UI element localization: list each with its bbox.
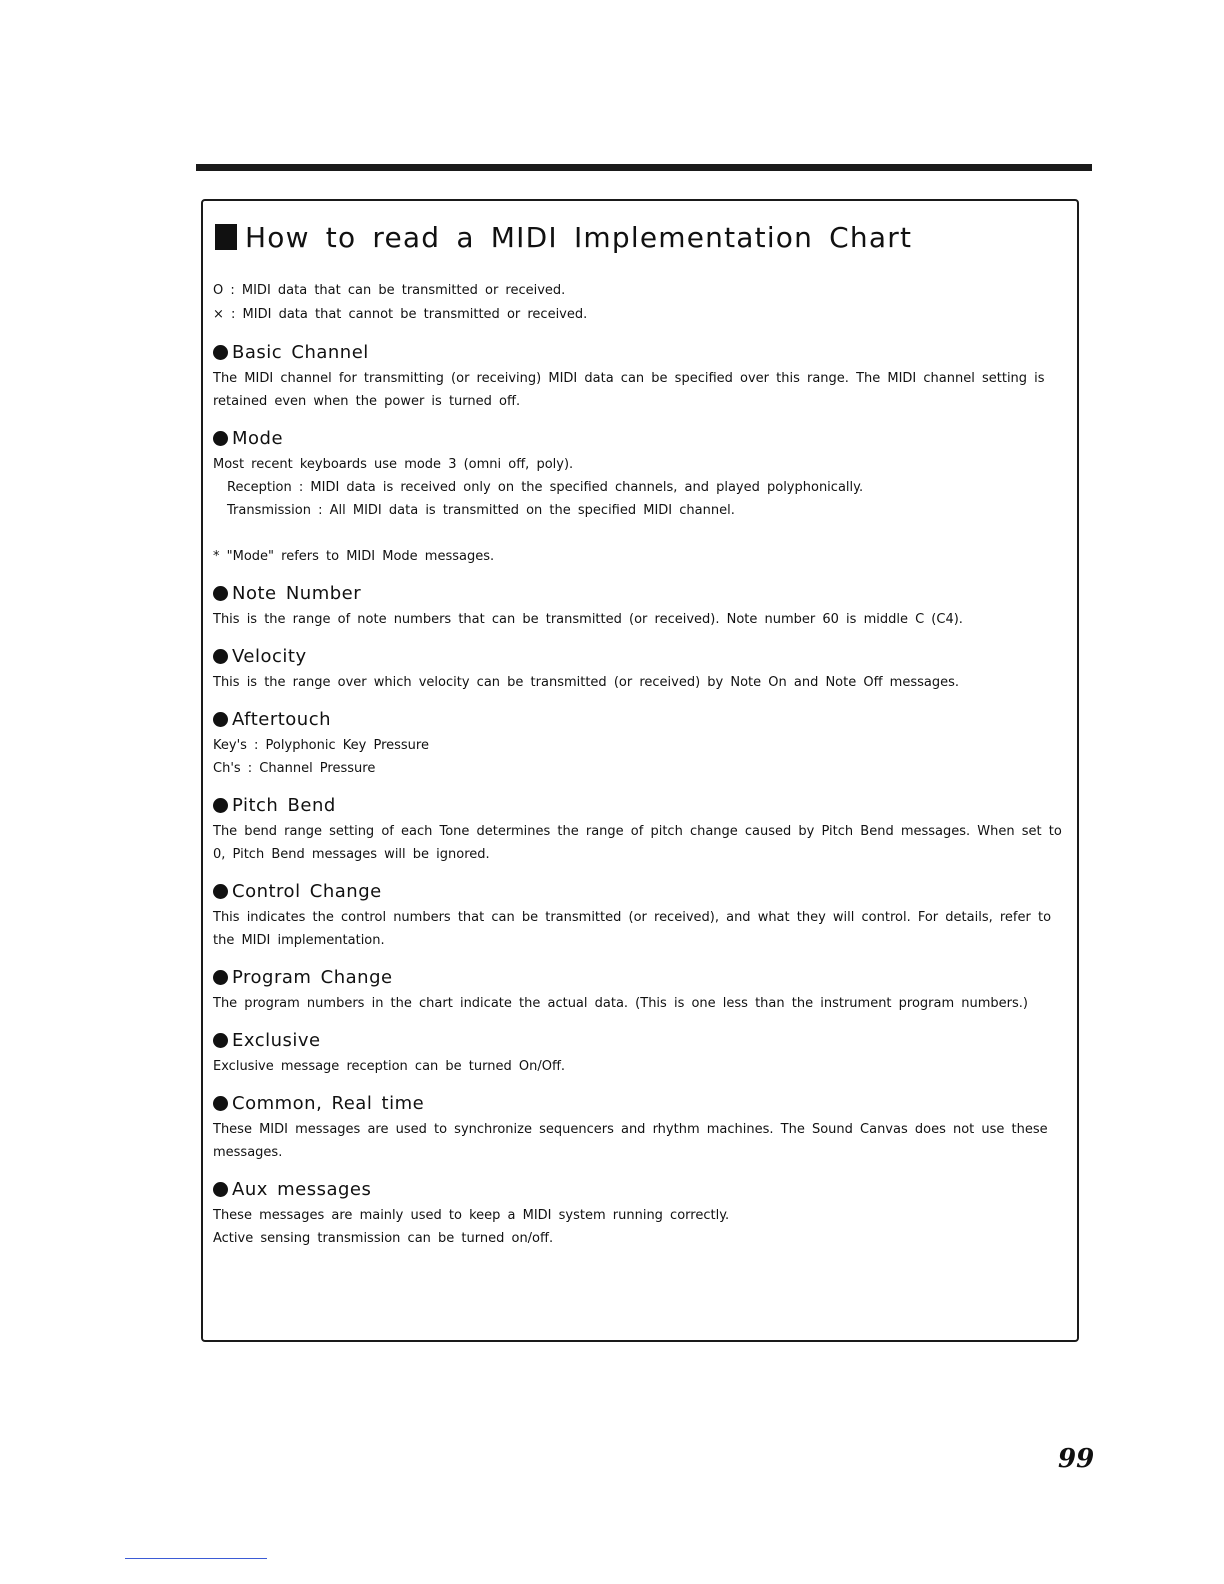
section-exclusive (213, 1025, 1063, 1078)
section-velocity (213, 641, 1063, 694)
mode-footnote: * "Mode" refers to MIDI Mode messages. (213, 549, 495, 564)
section-text: The bend range setting of each Tone determines the range of pitch change caused by Pitch Bend messages. When set to 0, Pitch Bend messages will be ignored. (213, 824, 1062, 862)
section-text: This indicates the control numbers that can be transmitted (or received), and what they will control. For details, refer to the MIDI implementation. (213, 910, 1052, 948)
page-title (215, 213, 1063, 261)
title-text: How to read a MIDI Implementation Chart (245, 220, 913, 254)
bullet-icon (213, 649, 228, 664)
aftertouch-channel-text: Ch's : Channel Pressure (213, 761, 376, 776)
section-heading: Program Change (232, 966, 393, 988)
square-bullet-icon (215, 224, 237, 250)
section-heading: Aux messages (232, 1178, 372, 1200)
section-note-number (213, 578, 1063, 631)
mode-reception-text: Reception : MIDI data is received only on the specified channels, and played polyphonically. (227, 480, 864, 495)
section-text: Exclusive message reception can be turned On/Off. (213, 1059, 566, 1074)
section-text: This is the range of note numbers that can be transmitted (or received). Note number 60 is middle C (C4). (213, 612, 963, 627)
bullet-icon (213, 712, 228, 727)
aftertouch-keys-text: Key's : Polyphonic Key Pressure (213, 738, 429, 753)
mode-transmission-text: Transmission : All MIDI data is transmitted on the specified MIDI channel. (227, 503, 735, 518)
section-common-real-time (213, 1088, 1063, 1164)
legend-item-not-transmittable: × : MIDI data that cannot be transmitted or received. (213, 307, 588, 322)
bullet-icon (213, 345, 228, 360)
bullet-icon (213, 798, 228, 813)
section-pitch-bend (213, 790, 1063, 866)
legend (213, 279, 1063, 327)
section-text: This is the range over which velocity can be transmitted (or received) by Note On and Note Off messages. (213, 675, 960, 690)
bullet-icon (213, 1033, 228, 1048)
bullet-icon (213, 586, 228, 601)
section-heading: Common, Real time (232, 1092, 425, 1114)
section-aux-messages (213, 1174, 1063, 1250)
bullet-icon (213, 1096, 228, 1111)
section-control-change (213, 876, 1063, 952)
chart-guide-box (201, 199, 1079, 1342)
legend-item-transmittable: O : MIDI data that can be transmitted or received. (213, 283, 566, 298)
section-heading: Note Number (232, 582, 362, 604)
section-heading: Velocity (232, 645, 307, 667)
section-text: These MIDI messages are used to synchronize sequencers and rhythm machines. The Sound Canvas does not use these messages. (213, 1122, 1048, 1160)
bullet-icon (213, 884, 228, 899)
section-heading: Exclusive (232, 1029, 321, 1051)
section-text: The MIDI channel for transmitting (or receiving) MIDI data can be specified over this range. The MIDI channel setting is retained even when the power is turned off. (213, 371, 1045, 409)
footer-line (125, 1558, 267, 1559)
section-aftertouch (213, 704, 1063, 780)
section-text-second: Active sensing transmission can be turned on/off. (213, 1231, 554, 1246)
section-heading: Basic Channel (232, 341, 369, 363)
section-program-change (213, 962, 1063, 1015)
section-heading: Control Change (232, 880, 382, 902)
top-rule (196, 164, 1092, 171)
section-basic-channel (213, 337, 1063, 413)
section-heading: Mode (232, 427, 284, 449)
bullet-icon (213, 970, 228, 985)
bullet-icon (213, 1182, 228, 1197)
section-text: Most recent keyboards use mode 3 (omni off, poly). (213, 457, 574, 472)
section-mode (213, 423, 1063, 568)
bullet-icon (213, 431, 228, 446)
section-heading: Aftertouch (232, 708, 332, 730)
section-text: These messages are mainly used to keep a MIDI system running correctly. (213, 1208, 730, 1223)
page-number: 99 (1058, 1444, 1095, 1474)
section-heading: Pitch Bend (232, 794, 336, 816)
section-text: The program numbers in the chart indicate the actual data. (This is one less than the instrument program numbers.) (213, 996, 1028, 1011)
